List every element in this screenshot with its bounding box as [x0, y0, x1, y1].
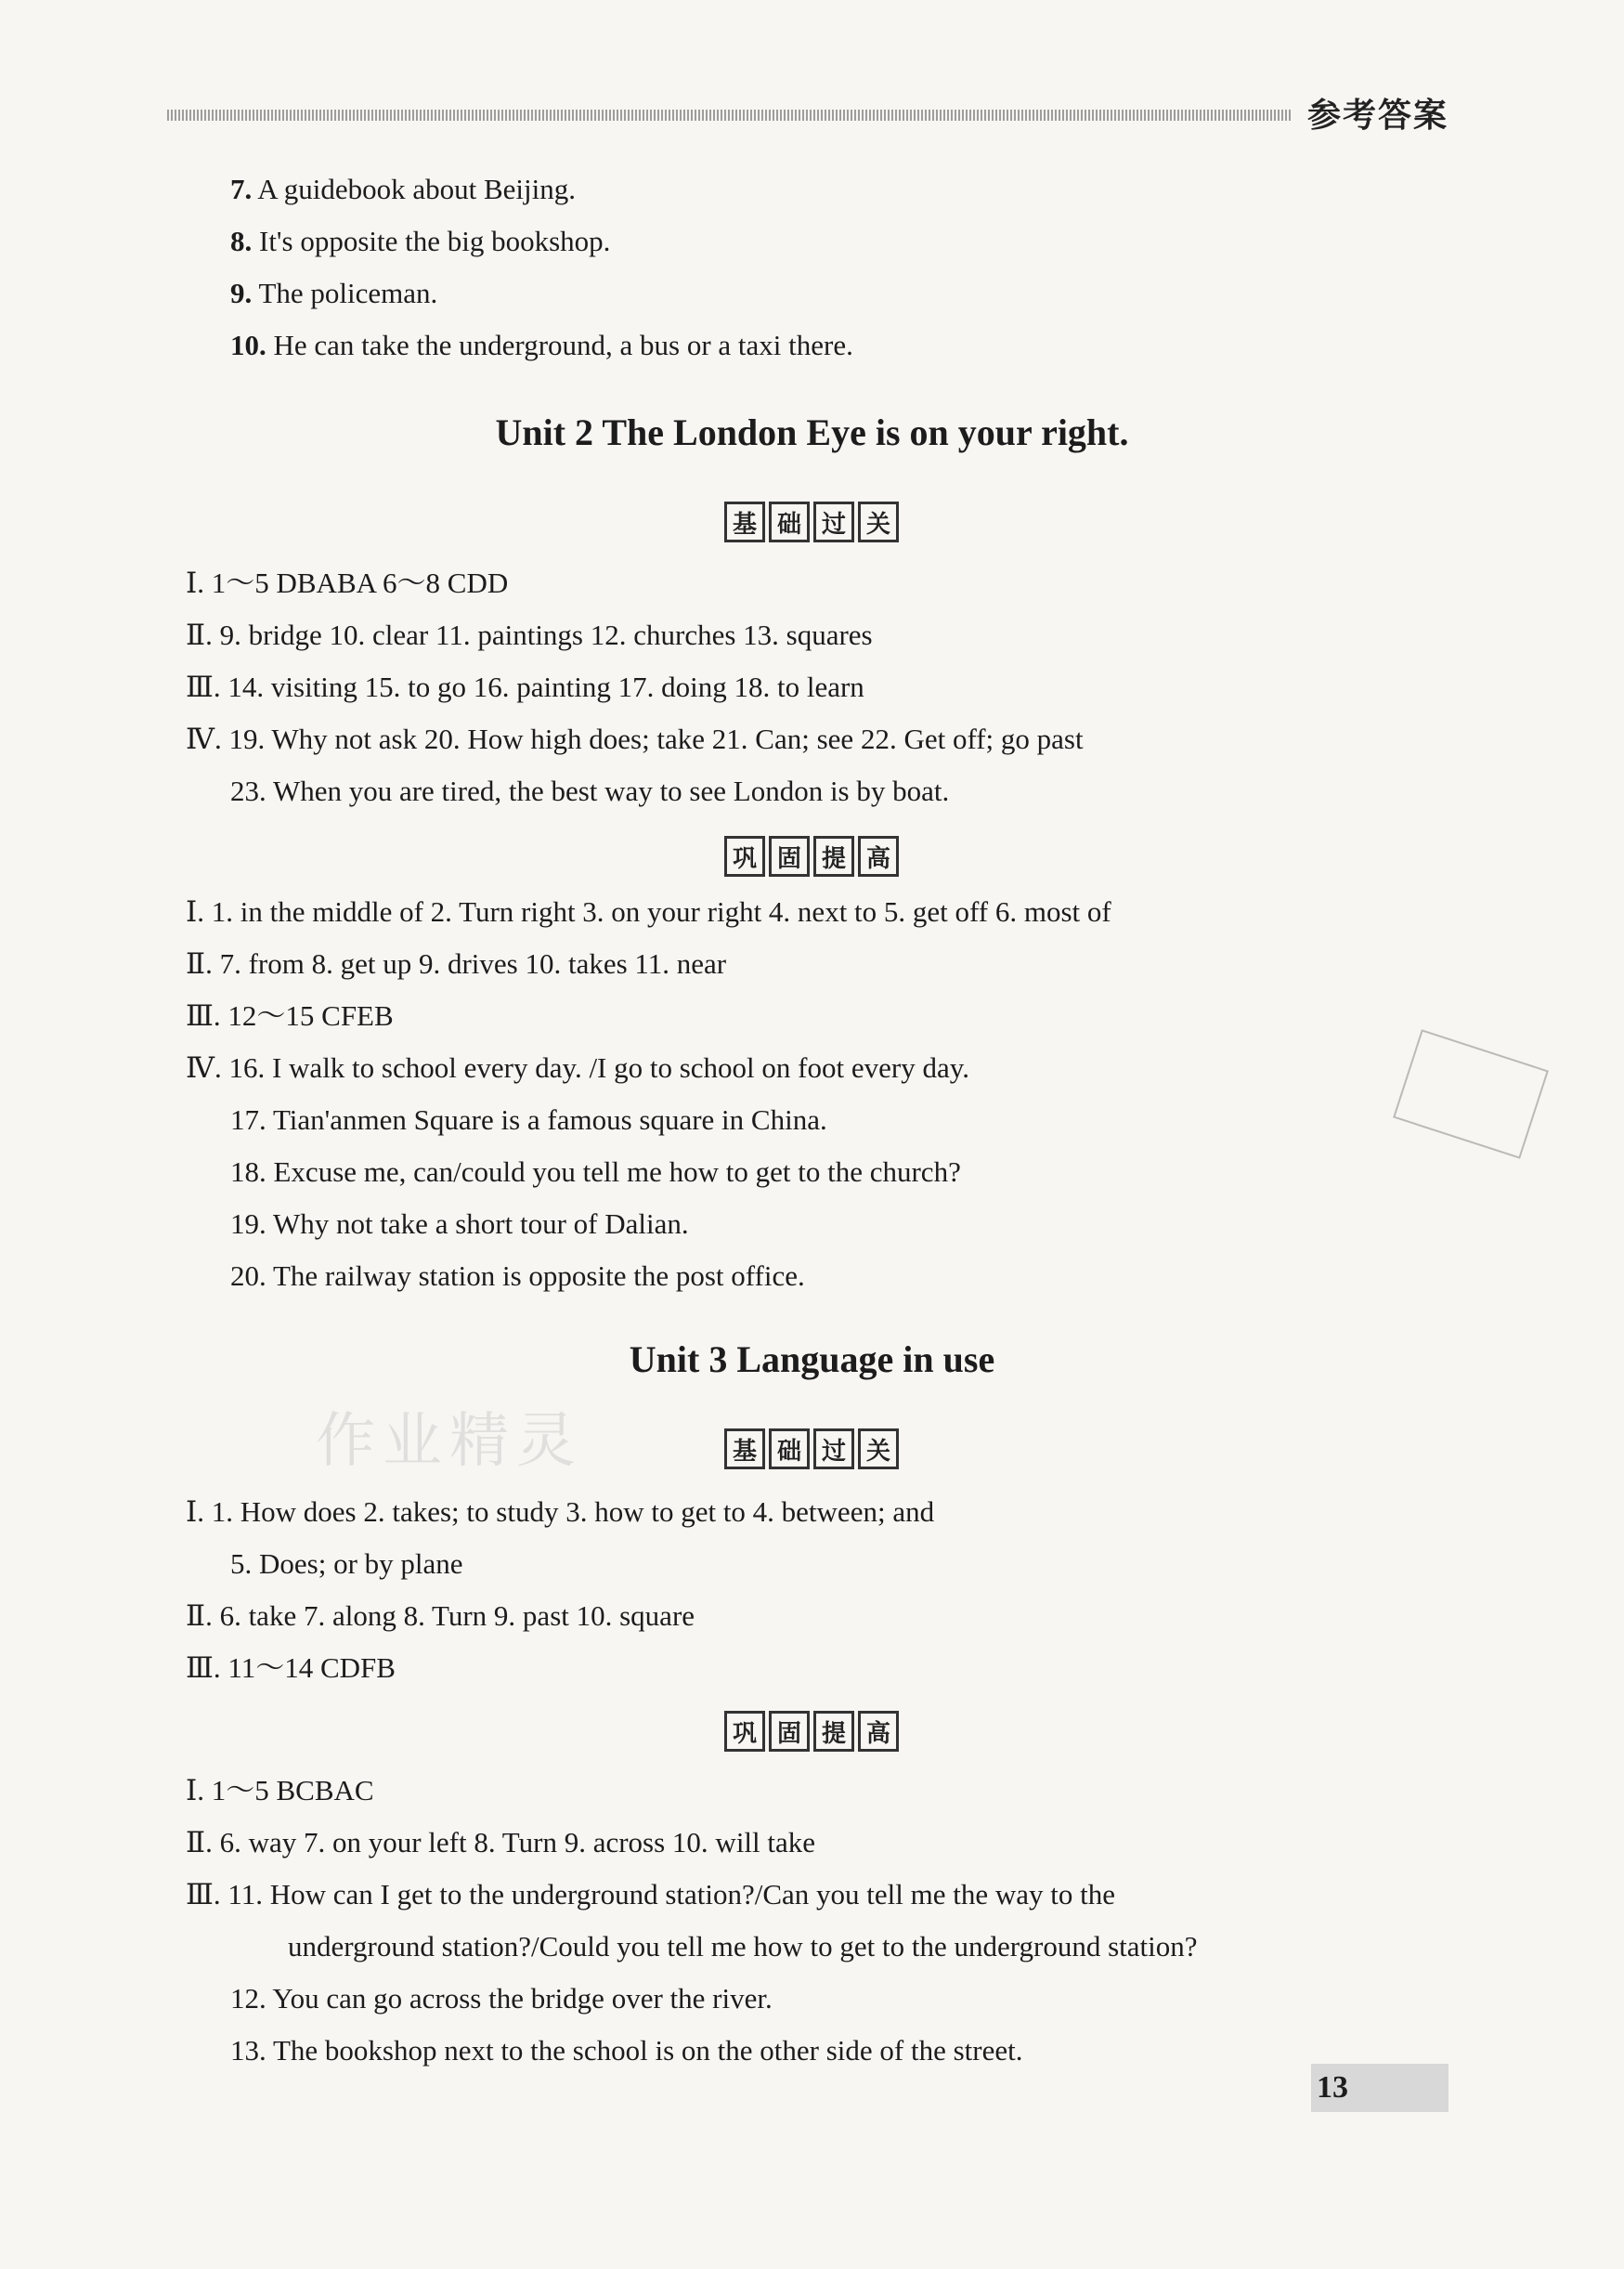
answer-line: 13. The bookshop next to the school is on the other side of the street.	[230, 2034, 1023, 2067]
answer-line: Ⅱ. 7. from 8. get up 9. drives 10. takes 11. near	[186, 947, 727, 980]
badge-advanced-unit2: 巩 固 提 高	[724, 836, 899, 877]
answer-line: Ⅲ. 11～14 CDFB	[186, 1651, 396, 1684]
answer-line: 12. You can go across the bridge over the river.	[230, 1982, 773, 2015]
answer-line: Ⅳ. 16. I walk to school every day. /I go to school on foot every day.	[186, 1051, 969, 1084]
unit-2-title: Unit 2 The London Eye is on your right.	[495, 411, 1129, 453]
answer-line: 23. When you are tired, the best way to see London is by boat.	[230, 775, 950, 807]
answer-line: 7. A guidebook about Beijing.	[230, 173, 576, 205]
answer-line: Ⅱ. 6. way 7. on your left 8. Turn 9. across 10. will take	[186, 1826, 816, 1858]
answer-line: Ⅲ. 12～15 CFEB	[186, 999, 394, 1032]
watermark: 作业精灵	[316, 1407, 583, 1476]
answer-line: 17. Tian'anmen Square is a famous square in China.	[230, 1103, 827, 1136]
answer-line: 19. Why not take a short tour of Dalian.	[230, 1207, 689, 1240]
answer-line: Ⅱ. 9. bridge 10. clear 11. paintings 12. churches 13. squares	[186, 619, 873, 651]
header-rule	[167, 110, 1291, 121]
answer-line: Ⅳ. 19. Why not ask 20. How high does; take 21. Can; see 22. Get off; go past	[186, 723, 1084, 755]
badge-basic-unit3: 基 础 过 关	[724, 1428, 899, 1469]
stamp-logo	[1393, 1029, 1549, 1159]
answer-line: Ⅰ. 1. How does 2. takes; to study 3. how to get to 4. between; and	[186, 1495, 935, 1528]
answer-line: 8. It's opposite the big bookshop.	[230, 225, 611, 257]
answer-line: Ⅱ. 6. take 7. along 8. Turn 9. past 10. square	[186, 1599, 695, 1632]
answer-line: 18. Excuse me, can/could you tell me how to get to the church?	[230, 1155, 961, 1188]
answer-line: 10. He can take the underground, a bus or a taxi there.	[230, 329, 853, 361]
answer-line: Ⅰ. 1～5 BCBAC	[186, 1774, 374, 1806]
badge-basic-unit2: 基 础 过 关	[724, 502, 899, 542]
answer-line: underground station?/Could you tell me how to get to the underground station?	[288, 1930, 1198, 1963]
header-title: 参考答案	[1307, 97, 1449, 135]
answer-line: Ⅲ. 11. How can I get to the underground station?/Can you tell me the way to the	[186, 1878, 1116, 1910]
badge-advanced-unit3: 巩 固 提 高	[724, 1711, 899, 1752]
answer-line: Ⅰ. 1. in the middle of 2. Turn right 3. on your right 4. next to 5. get off 6. most of	[186, 895, 1111, 928]
unit-3-title: Unit 3 Language in use	[629, 1338, 995, 1380]
answer-line: 20. The railway station is opposite the post office.	[230, 1259, 805, 1292]
answer-line: 5. Does; or by plane	[230, 1547, 463, 1580]
page-number: 13	[1311, 2064, 1449, 2112]
answer-line: Ⅰ. 1～5 DBABA 6～8 CDD	[186, 567, 509, 599]
answer-line: 9. The policeman.	[230, 277, 438, 309]
answer-line: Ⅲ. 14. visiting 15. to go 16. painting 17. doing 18. to learn	[186, 671, 864, 703]
